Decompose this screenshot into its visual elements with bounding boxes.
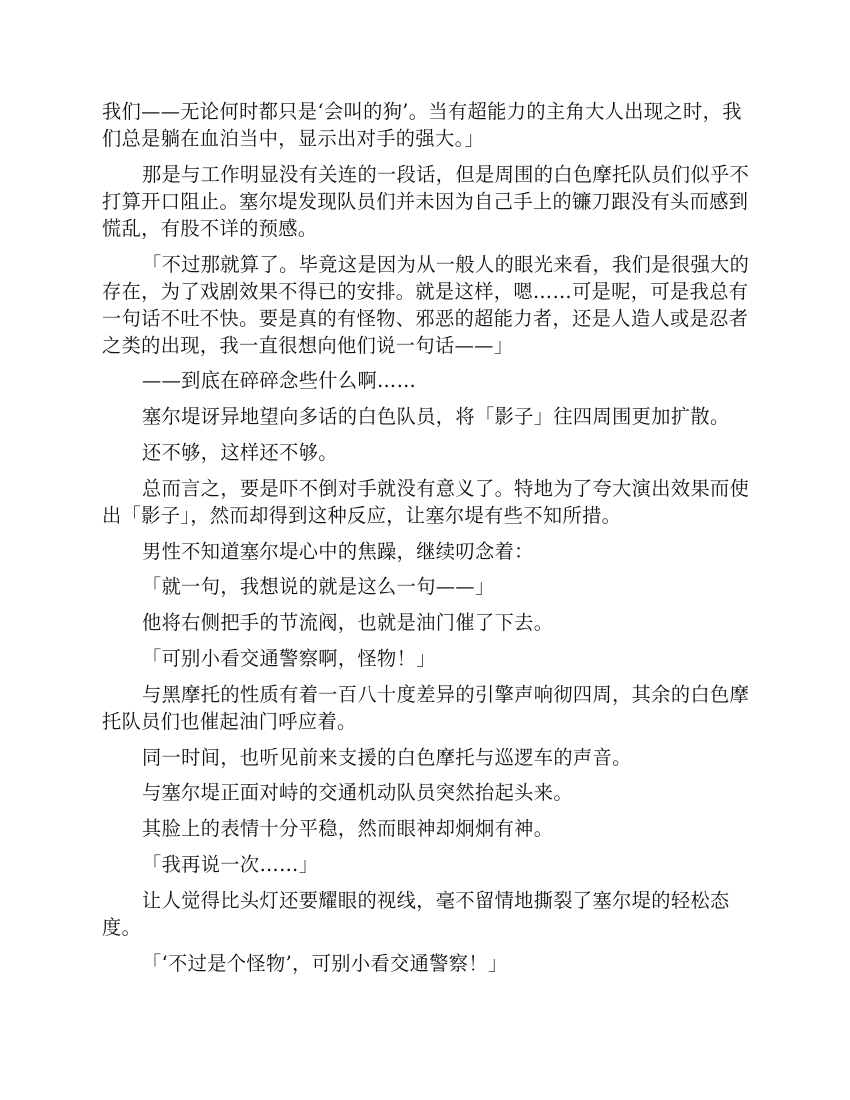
paragraph: 与黑摩托的性质有着一百八十度差异的引擎声响彻四周，其余的白色摩托队员们也催起油门呼应着。 <box>102 682 750 733</box>
paragraph: 总而言之，要是吓不倒对手就没有意义了。特地为了夸大演出效果而使出「影子」，然而却得到这种反应，让塞尔堤有些不知所措。 <box>102 476 750 527</box>
paragraph: 「不过那就算了。毕竟这是因为从一般人的眼光来看，我们是很强大的存在，为了戏剧效果不得已的安排。就是这样，嗯……可是呢，可是我总有一句话不吐不快。要是真的有怪物、邪恶的超能力者，还是人造人或是忍者之类的出现，我一直很想向他们说一句话——」 <box>102 252 750 357</box>
paragraph: 与塞尔堤正面对峙的交通机动队员突然抬起头来。 <box>142 781 573 805</box>
body-text <box>102 98 752 985</box>
paragraph: 还不够，这样还不够。 <box>142 440 338 464</box>
paragraph: 同一时间，也听见前来支援的白色摩托与巡逻车的声音。 <box>142 745 632 769</box>
paragraph: 「就一句，我想说的就是这么一句——」 <box>142 575 495 599</box>
paragraph: 「可别小看交通警察啊，怪物！」 <box>142 646 436 670</box>
paragraph: 那是与工作明显没有关连的一段话，但是周围的白色摩托队员们似乎不打算开口阻止。塞尔堤发现队员们并未因为自己手上的镰刀跟没有头而感到慌乱，有股不详的预感。 <box>102 162 750 240</box>
paragraph: 塞尔堤讶异地望向多话的白色队员，将「影子」往四周围更加扩散。 <box>142 405 730 429</box>
paragraph: 他将右侧把手的节流阀，也就是油门催了下去。 <box>142 611 554 635</box>
paragraph: ——到底在碎碎念些什么啊…… <box>142 369 417 393</box>
paragraph: 其脸上的表情十分平稳，然而眼神却炯炯有神。 <box>142 817 554 841</box>
paragraph: 让人觉得比头灯还要耀眼的视线，毫不留情地撕裂了塞尔堤的轻松态度。 <box>102 888 730 939</box>
paragraph: 我们——无论何时都只是‘会叫的狗’。当有超能力的主角大人出现之时，我们总是躺在血泊当中，显示出对手的强大。」 <box>102 100 742 150</box>
paragraph: 「‘不过是个怪物’，可别小看交通警察！」 <box>142 951 508 975</box>
paragraph: 「我再说一次……」 <box>142 852 319 876</box>
paragraph: 男性不知道塞尔堤心中的焦躁，继续叨念着： <box>142 539 534 563</box>
